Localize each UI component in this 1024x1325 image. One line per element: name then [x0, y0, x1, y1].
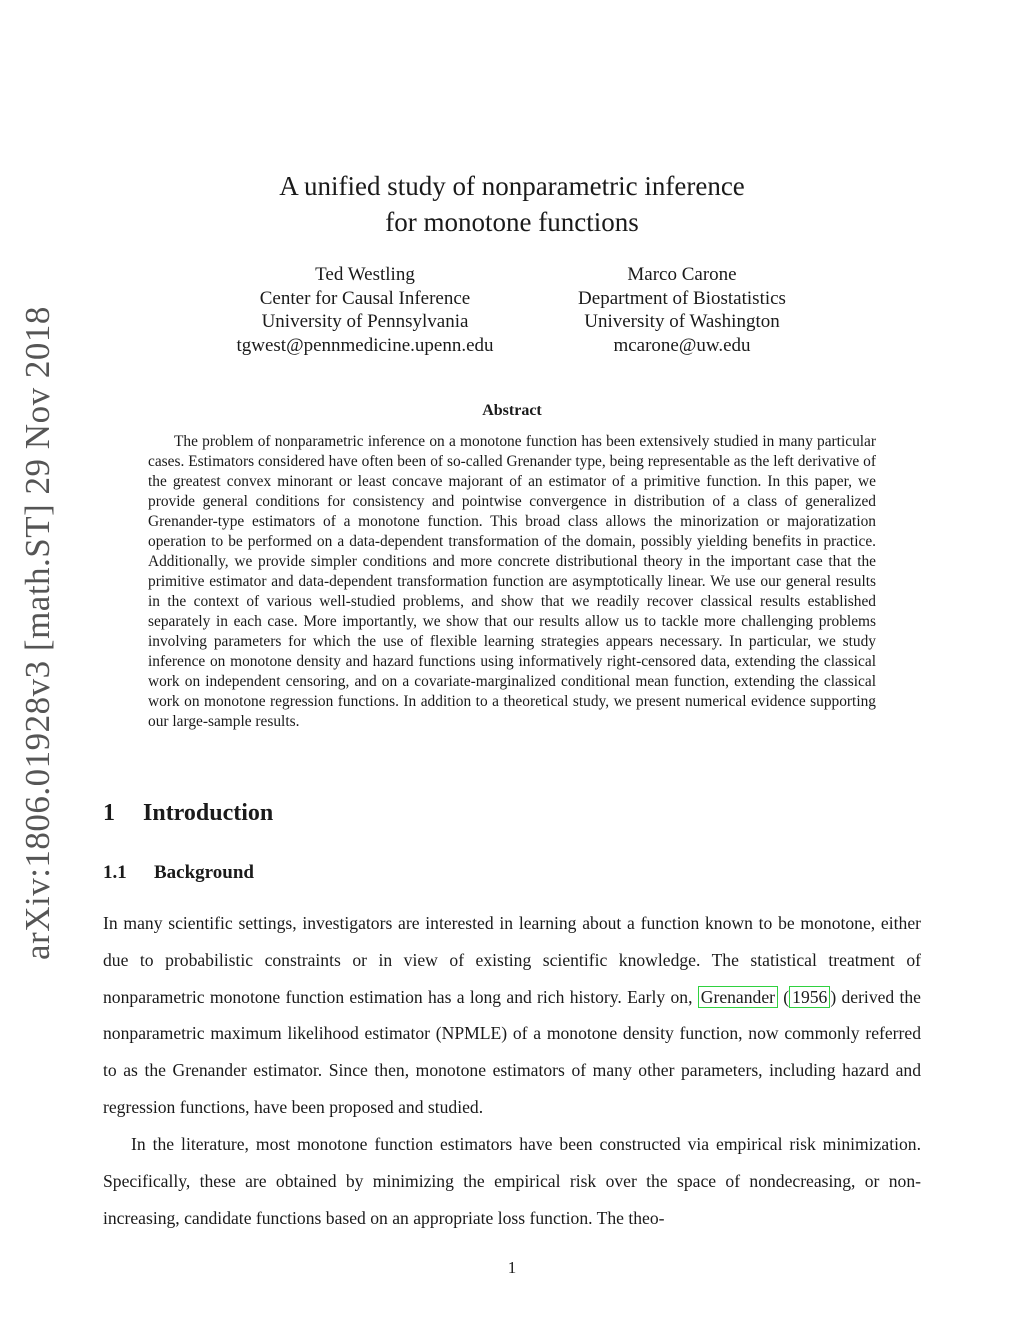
citation-link-year[interactable]: 1956: [789, 986, 830, 1008]
abstract-text: The problem of nonparametric inference on a monotone function has been extensively studied in many particular cases. Estimators considered have often been of so-called Grenander type, being representable as the left derivative of the greatest convex minorant or least concave majorant of an estimator of a primitive function. In this paper, we provide general conditions for consistency and pointwise convergence in distribution of a class of generalized Grenander-type estimators of a monotone function. This broad class allows the minorization or majoratization operation to be performed on a data-dependent transformation of the domain, possibly yielding benefits in practice. Additionally, we provide simpler conditions and more concrete distributional theory in the important case that the primitive estimator and data-dependent transformation function are asymptotically linear. We use our general results in the context of various well-studied problems, and show that we readily recover classical results established separately in each case. More importantly, we show that our results allow us to tackle more challenging problems involving parameters for which the use of flexible learning strategies appears necessary. In particular, we study inference on monotone density and hazard functions using informatively right-censored data, extending the classical work on independent censoring, and on a covariate-marginalized conditional mean function, extending the classical work on monotone regression functions. In addition to a theoretical study, we present numerical evidence supporting our large-sample results.: [148, 433, 876, 730]
citation-link-grenander[interactable]: Grenander: [698, 986, 778, 1008]
section-heading: [103, 800, 273, 827]
author-name: Marco Carone: [627, 264, 737, 285]
intro-paragraph-1: [103, 905, 921, 1126]
abstract-heading: Abstract: [482, 402, 542, 419]
title-line-1: A unified study of nonparametric inference: [279, 171, 745, 201]
citation-paren-close: ): [830, 986, 837, 1007]
author-block-carone: [512, 263, 852, 358]
author-department: Center for Causal Inference: [259, 287, 471, 309]
section-title: Introduction: [143, 800, 274, 826]
paper-title: [0, 168, 1024, 240]
author-institution: University of Pennsylvania: [261, 311, 469, 333]
paragraph-text: In many scientific settings, investigators are interested in learning about a function known to be monotone, either due to probabilistic constraints or in view of existing scientific knowledge. The statistical treatment of nonparametric monotone function estimation has a long and rich history. Early on,: [103, 913, 921, 1007]
subsection-title: Background: [154, 862, 254, 883]
page-number: 1: [507, 1258, 517, 1277]
subsection-number: 1.1: [103, 862, 127, 883]
author-institution: University of Washington: [584, 311, 780, 333]
title-line-2: for monotone functions: [385, 207, 639, 237]
author-name: Ted Westling: [315, 264, 415, 285]
author-email: tgwest@pennmedicine.upenn.edu: [236, 335, 494, 357]
author-department: Department of Biostatistics: [578, 287, 786, 309]
author-block-westling: [195, 263, 535, 358]
citation-paren-open: (: [778, 986, 790, 1007]
author-email: mcarone@uw.edu: [613, 335, 751, 357]
intro-paragraph-2: In the literature, most monotone function estimators have been constructed via empirical risk minimization. Specifically, these are obtained by minimizing the empirical risk over the space of nondecreasing, or non-increasing, candidate functions based on an appropriate loss function. The theo-: [103, 1134, 921, 1228]
subsection-heading: [103, 862, 254, 884]
paragraph-text: derived the nonparametric maximum likelihood estimator (NPMLE) of a monotone density function, now commonly referred to as the Grenander estimator. Since then, monotone estimators of many other parameters, including hazard and regression functions, have been proposed and studied.: [103, 986, 921, 1117]
arxiv-identifier-stamp: arXiv:1806.01928v3 [math.ST] 29 Nov 2018: [18, 306, 57, 960]
section-number: 1: [103, 800, 115, 826]
